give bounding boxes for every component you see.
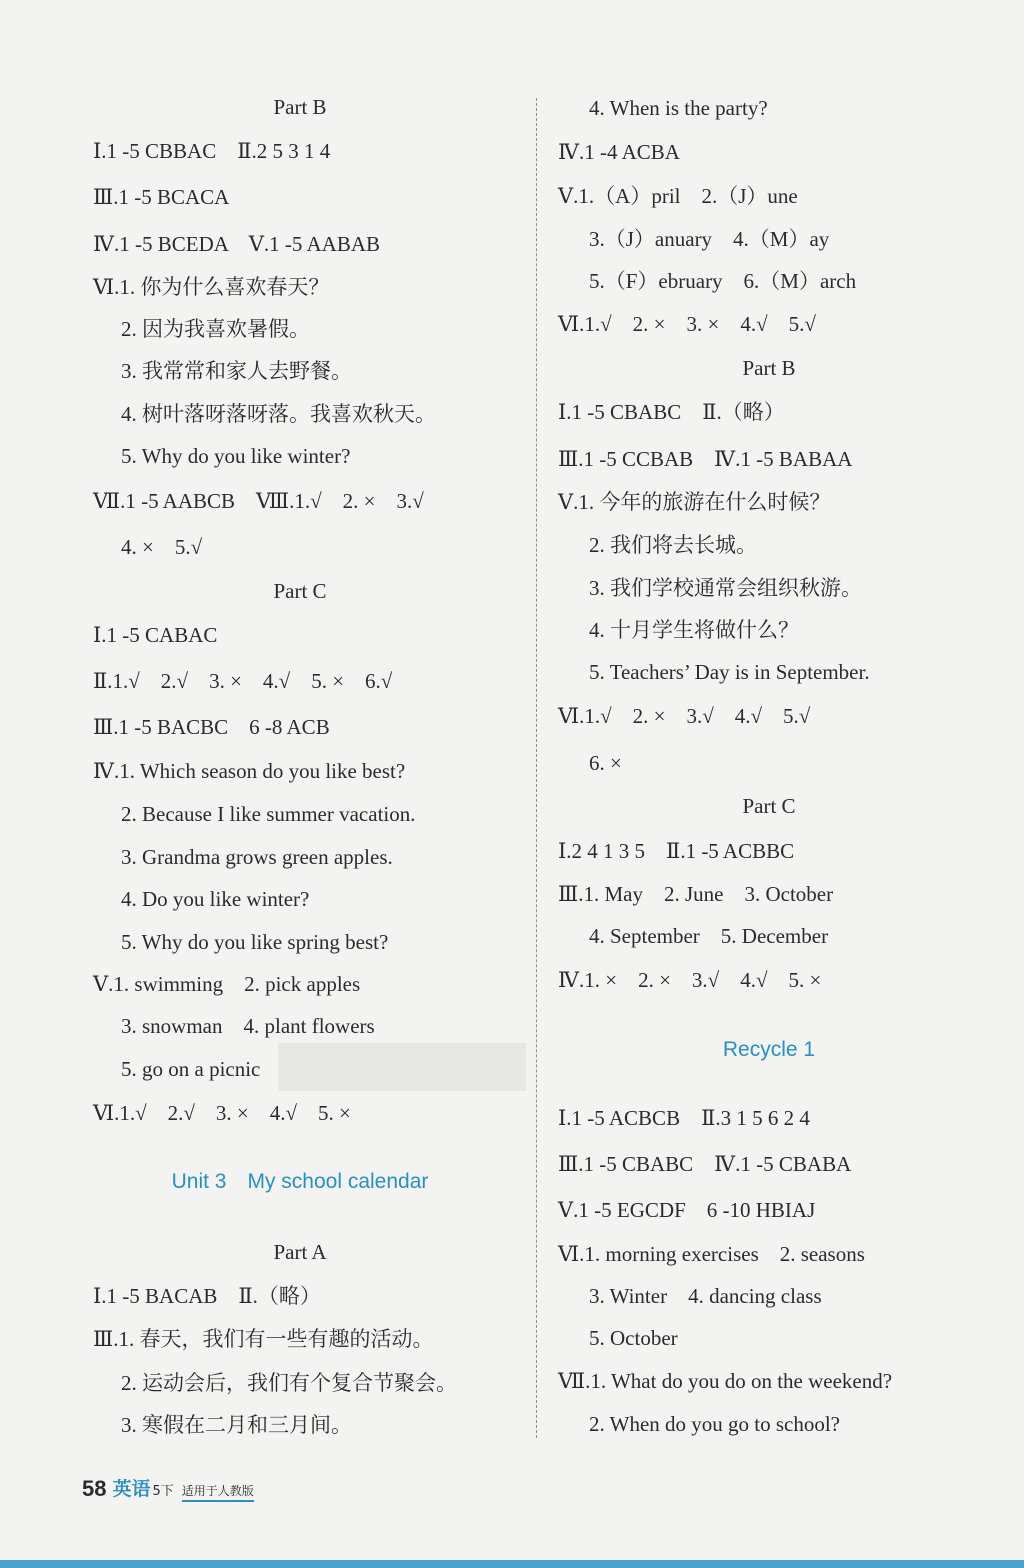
answer-line: Ⅳ.1 -5 BCEDA Ⅴ.1 -5 AABAB — [93, 232, 380, 256]
answer-line: Ⅰ.1 -5 ACBCB Ⅱ.3 1 5 6 2 4 — [558, 1106, 810, 1130]
redacted-blank-area — [278, 1043, 526, 1091]
page-number: 58 — [82, 1476, 107, 1501]
column-divider — [536, 98, 537, 1438]
answer-line: Ⅲ.1. May 2. June 3. October — [558, 882, 834, 906]
answer-line: Ⅴ.1.（A）pril 2.（J）une — [558, 184, 798, 208]
unit-title: Unit 3 My school calendar — [171, 1170, 429, 1193]
answer-line: 5. Why do you like spring best? — [121, 930, 389, 954]
answer-line: Ⅳ.1 -4 ACBA — [558, 140, 680, 164]
answer-line: Ⅰ.1 -5 CBABC Ⅱ.（略） — [558, 400, 785, 424]
answer-line: Ⅳ.1. Which season do you like best? — [93, 759, 406, 783]
answer-line: Ⅲ.1 -5 BCACA — [93, 185, 230, 209]
answer-line: 4. 十月学生将做什么？ — [589, 618, 799, 642]
answer-line: 6. × — [589, 751, 622, 775]
answer-line: 2. Because I like summer vacation. — [121, 802, 416, 826]
answer-line: Ⅰ.1 -5 CBBAC Ⅱ.2 5 3 1 4 — [93, 139, 331, 163]
answer-line: 3.（J）anuary 4.（M）ay — [589, 227, 830, 251]
answer-line: 2. When do you go to school? — [589, 1412, 840, 1436]
answer-line: Ⅶ.1 -5 AABCB Ⅷ.1.√ 2. × 3.√ — [93, 489, 424, 513]
answer-line: Ⅴ.1. 今年的旅游在什么时候？ — [558, 490, 831, 514]
answer-line: 3. 寒假在二月和三月间。 — [121, 1413, 352, 1437]
section-heading: Part B — [742, 356, 796, 380]
answer-line: 2. 我们将去长城。 — [589, 533, 757, 557]
answer-line: 3. snowman 4. plant flowers — [121, 1014, 375, 1038]
answer-line: 3. 我们学校通常会组织秋游。 — [589, 576, 862, 600]
answer-line: 4. Do you like winter? — [121, 887, 310, 911]
unit-title: Recycle 1 — [722, 1038, 816, 1061]
answer-line: 3. Grandma grows green apples. — [121, 845, 393, 869]
answer-line: Ⅲ.1. 春天，我们有一些有趣的活动。 — [93, 1327, 434, 1351]
answer-line: 5. go on a picnic — [121, 1057, 261, 1081]
grade-label: 5下 — [152, 1484, 174, 1499]
answer-line: Ⅱ.1.√ 2.√ 3. × 4.√ 5. × 6.√ — [93, 669, 393, 693]
answer-line: Ⅵ.1.√ 2. × 3. × 4.√ 5.√ — [558, 312, 816, 336]
page-footer — [82, 1472, 254, 1502]
answer-line: Ⅰ.1 -5 BACAB Ⅱ.（略） — [93, 1284, 321, 1308]
answer-line: 5. Teachers’ Day is in September. — [589, 660, 870, 684]
answer-line: Ⅴ.1 -5 EGCDF 6 -10 HBIAJ — [558, 1198, 816, 1222]
section-heading: Part B — [273, 95, 327, 119]
answer-line: Ⅲ.1 -5 CCBAB Ⅳ.1 -5 BABAA — [558, 447, 853, 471]
section-heading: Part C — [273, 579, 327, 603]
answer-line: 3. 我常常和家人去野餐。 — [121, 359, 352, 383]
answer-line: 2. 因为我喜欢暑假。 — [121, 317, 310, 341]
answer-line: Ⅲ.1 -5 BACBC 6 -8 ACB — [93, 715, 330, 739]
answer-line: 3. Winter 4. dancing class — [589, 1284, 822, 1308]
answer-line: Ⅴ.1. swimming 2. pick apples — [93, 972, 361, 996]
answer-line: Ⅵ.1.√ 2. × 3.√ 4.√ 5.√ — [558, 704, 811, 728]
answer-line: 5.（F）ebruary 6.（M）arch — [589, 269, 857, 293]
answer-line: Ⅵ.1. morning exercises 2. seasons — [558, 1242, 865, 1266]
answer-line: Ⅲ.1 -5 CBABC Ⅳ.1 -5 CBABA — [558, 1152, 852, 1176]
answer-line: Ⅳ.1. × 2. × 3.√ 4.√ 5. × — [558, 968, 822, 992]
subject-label: 英语 — [112, 1478, 151, 1500]
answer-line: 5. Why do you like winter? — [121, 444, 351, 468]
answer-line: 5. October — [589, 1326, 678, 1350]
answer-line: 2. 运动会后，我们有个复合节聚会。 — [121, 1371, 457, 1395]
answer-line: 4. September 5. December — [589, 924, 829, 948]
edition-label: 适用于人教版 — [182, 1482, 254, 1502]
answer-line: 4. 树叶落呀落呀落。我喜欢秋天。 — [121, 402, 436, 426]
answer-line: Ⅵ.1.√ 2.√ 3. × 4.√ 5. × — [93, 1101, 351, 1125]
answer-line: Ⅰ.1 -5 CABAC — [93, 623, 218, 647]
answer-line: Ⅵ.1. 你为什么喜欢春天？ — [93, 275, 330, 299]
answer-line: 4. × 5.√ — [121, 535, 203, 559]
answer-line: Ⅰ.2 4 1 3 5 Ⅱ.1 -5 ACBBC — [558, 839, 795, 863]
answer-line: Ⅶ.1. What do you do on the weekend? — [558, 1369, 893, 1393]
bottom-color-bar — [0, 1560, 1024, 1568]
section-heading: Part A — [273, 1240, 327, 1264]
section-heading: Part C — [742, 794, 796, 818]
answer-line: 4. When is the party? — [589, 96, 768, 120]
